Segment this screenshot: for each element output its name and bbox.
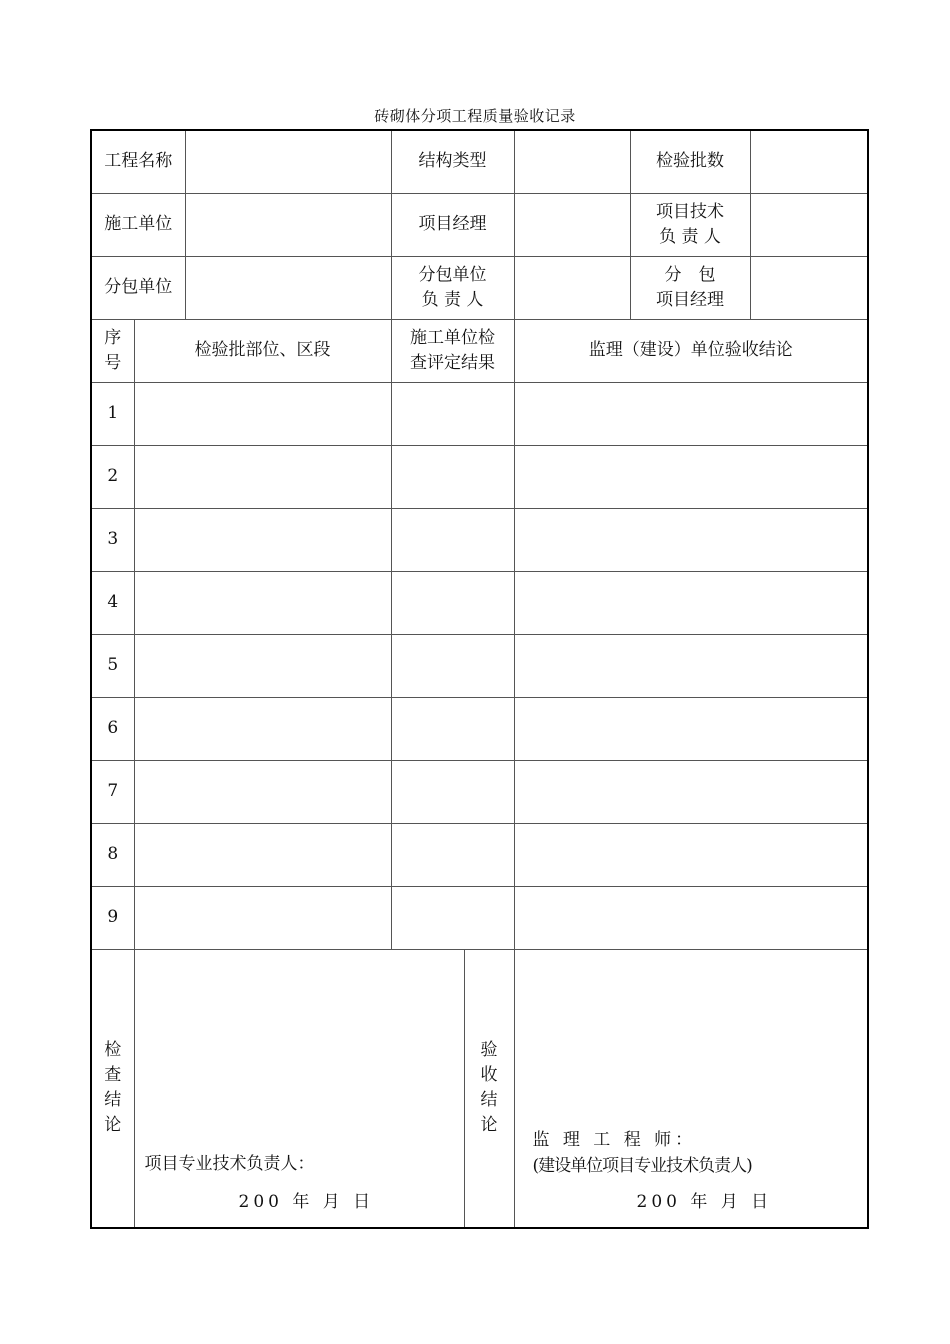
cell-supervision[interactable]	[514, 760, 868, 823]
col-supervision: 监理（建设）单位验收结论	[514, 319, 868, 382]
date-left: 200 年 月 日	[238, 1192, 375, 1212]
row-number: 3	[91, 508, 134, 571]
cell-location[interactable]	[134, 382, 391, 445]
label-construction-unit: 施工单位	[91, 193, 185, 256]
col-seq	[91, 319, 134, 382]
cell-location[interactable]	[134, 445, 391, 508]
table-row	[91, 697, 868, 760]
label-sub-lead	[391, 256, 514, 319]
cell-supervision[interactable]	[514, 697, 868, 760]
page-title: 砖砌体分项工程质量验收记录	[374, 107, 576, 125]
table-row	[91, 508, 868, 571]
table-row	[91, 382, 868, 445]
supervisor-signer-label: 监 理 工 程 师：	[532, 1130, 697, 1150]
accept-conclusion-char: 结	[480, 1090, 498, 1111]
row-number: 4	[91, 571, 134, 634]
check-conclusion-char: 查	[104, 1065, 122, 1086]
table-row	[91, 634, 868, 697]
label-subcontract-unit: 分包单位	[91, 256, 185, 319]
table-row	[91, 571, 868, 634]
table-row	[91, 760, 868, 823]
label-accept-conclusion	[464, 949, 514, 1228]
cell-self-check[interactable]	[391, 382, 514, 445]
date-right: 200 年 月 日	[636, 1192, 773, 1212]
label-sub-pm-line2: 项目经理	[656, 289, 724, 310]
field-sub-pm[interactable]	[750, 256, 868, 319]
field-structure-type[interactable]	[514, 130, 630, 193]
cell-supervision[interactable]	[514, 382, 868, 445]
accept-conclusion-char: 论	[480, 1115, 498, 1136]
cell-supervision[interactable]	[514, 886, 868, 949]
cell-location[interactable]	[134, 634, 391, 697]
row-number: 1	[91, 382, 134, 445]
check-conclusion-char: 检	[104, 1040, 122, 1061]
col-self-check	[391, 319, 514, 382]
cell-location[interactable]	[134, 823, 391, 886]
cell-self-check[interactable]	[391, 634, 514, 697]
cell-self-check[interactable]	[391, 571, 514, 634]
field-project-name[interactable]	[185, 130, 391, 193]
label-batch-count: 检验批数	[630, 130, 750, 193]
row-construction-unit	[91, 193, 868, 256]
cell-supervision[interactable]	[514, 508, 868, 571]
label-sub-pm-line1: 分 包	[664, 264, 716, 285]
cell-location[interactable]	[134, 697, 391, 760]
cell-self-check[interactable]	[391, 697, 514, 760]
field-subcontract-unit[interactable]	[185, 256, 391, 319]
row-subcontract-unit	[91, 256, 868, 319]
cell-self-check[interactable]	[391, 760, 514, 823]
cell-location[interactable]	[134, 886, 391, 949]
col-self-check-line1: 施工单位检	[410, 327, 495, 348]
contractor-signer-label: 项目专业技术负责人：	[144, 1154, 315, 1174]
field-project-manager[interactable]	[514, 193, 630, 256]
cell-self-check[interactable]	[391, 508, 514, 571]
label-tech-lead-line1: 项目技术	[656, 201, 724, 222]
check-conclusion-char: 结	[104, 1090, 122, 1111]
column-header-row	[91, 319, 868, 382]
col-seq-line1: 序	[104, 327, 122, 348]
col-seq-line2: 号	[104, 352, 122, 373]
label-sub-lead-line1: 分包单位	[418, 264, 487, 285]
cell-location[interactable]	[134, 760, 391, 823]
field-batch-count[interactable]	[750, 130, 868, 193]
col-self-check-line2: 查评定结果	[410, 352, 495, 373]
acceptance-record-table	[90, 129, 869, 1229]
cell-self-check[interactable]	[391, 823, 514, 886]
cell-supervision[interactable]	[514, 823, 868, 886]
field-check-conclusion[interactable]	[134, 949, 464, 1228]
cell-self-check[interactable]	[391, 886, 514, 949]
cell-supervision[interactable]	[514, 571, 868, 634]
row-number: 7	[91, 760, 134, 823]
label-check-conclusion	[91, 949, 134, 1228]
label-tech-lead	[630, 193, 750, 256]
label-project-name: 工程名称	[91, 130, 185, 193]
label-sub-lead-line2: 负 责 人	[421, 289, 484, 310]
cell-self-check[interactable]	[391, 445, 514, 508]
col-location: 检验批部位、区段	[134, 319, 391, 382]
row-number: 2	[91, 445, 134, 508]
field-tech-lead[interactable]	[750, 193, 868, 256]
table-row	[91, 445, 868, 508]
row-project-name	[91, 130, 868, 193]
label-structure-type: 结构类型	[391, 130, 514, 193]
cell-location[interactable]	[134, 571, 391, 634]
conclusion-row	[91, 949, 868, 1228]
row-number: 9	[91, 886, 134, 949]
cell-supervision[interactable]	[514, 634, 868, 697]
label-project-manager: 项目经理	[391, 193, 514, 256]
cell-location[interactable]	[134, 508, 391, 571]
accept-conclusion-char: 收	[480, 1065, 498, 1086]
row-number: 8	[91, 823, 134, 886]
supervisor-signer-note: (建设单位项目专业技术负责人)	[532, 1156, 752, 1176]
field-sub-lead[interactable]	[514, 256, 630, 319]
table-row	[91, 886, 868, 949]
check-conclusion-char: 论	[104, 1115, 122, 1136]
field-construction-unit[interactable]	[185, 193, 391, 256]
accept-conclusion-char: 验	[480, 1040, 498, 1061]
label-tech-lead-line2: 负 责 人	[659, 226, 721, 247]
row-number: 5	[91, 634, 134, 697]
table-row	[91, 823, 868, 886]
label-sub-pm	[630, 256, 750, 319]
cell-supervision[interactable]	[514, 445, 868, 508]
row-number: 6	[91, 697, 134, 760]
field-accept-conclusion[interactable]	[514, 949, 868, 1228]
